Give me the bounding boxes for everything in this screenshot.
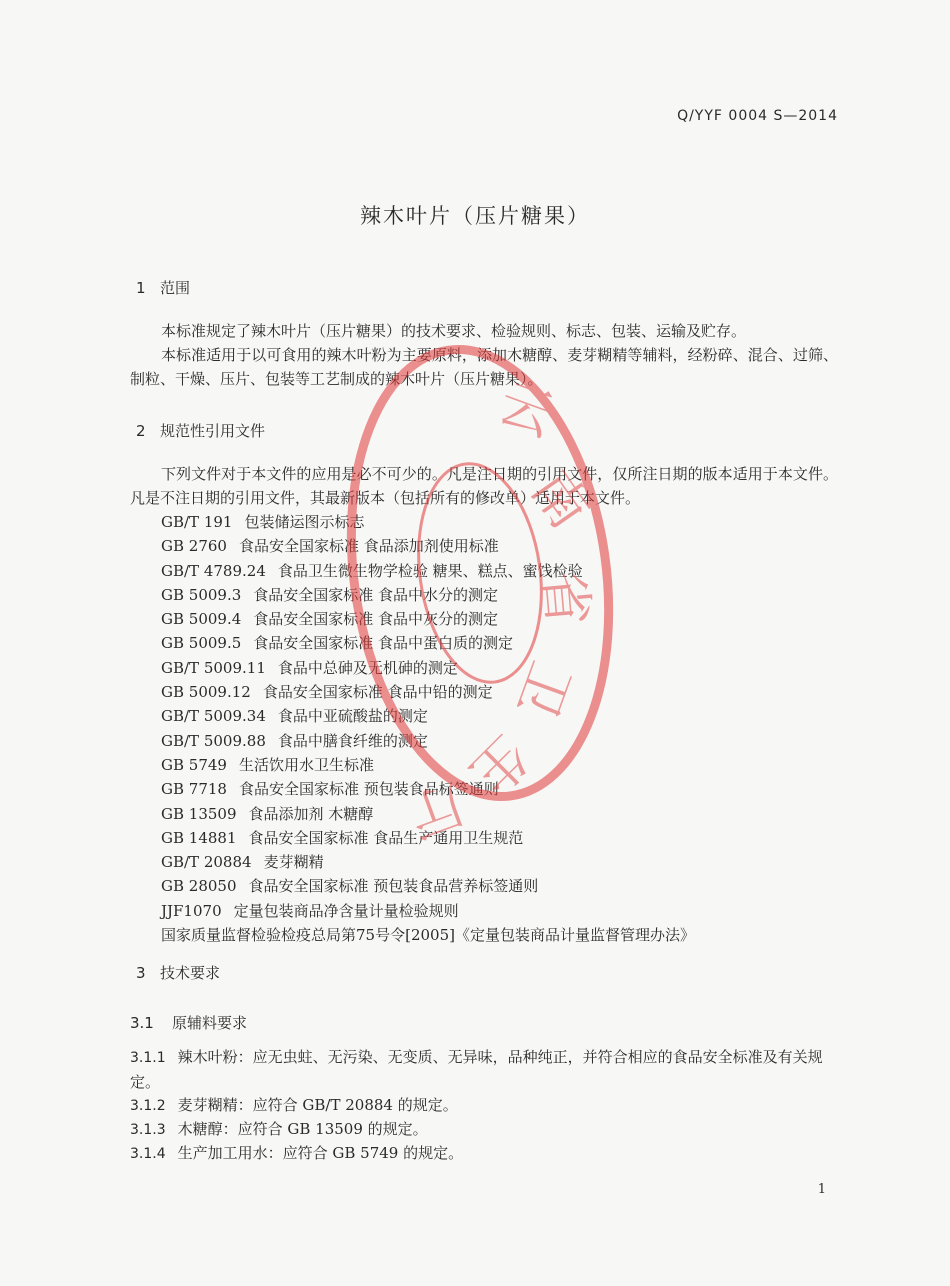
reference-name: 食品中亚硫酸盐的测定 <box>277 707 428 726</box>
reference-code: GB 2760 <box>161 537 227 556</box>
reference-name: 食品中总砷及无机砷的测定 <box>277 658 458 677</box>
reference-code: JJF1070 <box>161 901 222 920</box>
subsection-number: 3.1 <box>130 1014 154 1032</box>
subsection-title: 原辅料要求 <box>172 1014 248 1032</box>
clause-number: 3.1.3 <box>130 1122 166 1138</box>
subsection-3-1-heading <box>130 1012 247 1033</box>
standard-number: Q/YYF 0004 S—2014 <box>677 108 838 124</box>
reference-code: GB/T 5009.88 <box>161 731 266 750</box>
clause-text: 麦芽糊精：应符合 GB/T 20884 的规定。 <box>177 1096 458 1114</box>
reference-name: 食品安全国家标准 食品生产通用卫生规范 <box>248 828 524 847</box>
reference-code: GB/T 5009.34 <box>161 707 266 726</box>
reference-name: 食品中膳食纤维的测定 <box>277 731 428 750</box>
svg-text:厅: 厅 <box>399 770 473 849</box>
reference-name: 定量包装商品净含量计量检验规则 <box>233 901 459 920</box>
section-2-heading <box>136 420 265 441</box>
reference-name: 食品安全国家标准 预包装食品标签通则 <box>238 780 499 799</box>
reference-code: GB 5009.5 <box>161 634 242 653</box>
reference-code: GB 5009.12 <box>161 683 251 702</box>
reference-code: GB 7718 <box>161 780 227 799</box>
clause-number: 3.1.2 <box>130 1098 166 1114</box>
reference-name: 食品安全国家标准 食品中蛋白质的测定 <box>253 634 514 653</box>
clause-text: 木糖醇：应符合 GB 13509 的规定。 <box>177 1120 428 1138</box>
reference-name: 食品安全国家标准 食品中铅的测定 <box>262 683 493 702</box>
clause-3-1-2 <box>130 1093 838 1118</box>
reference-name: 生活饮用水卫生标准 <box>238 755 374 774</box>
section-1-paragraph-2: 本标准适用于以可食用的辣木叶粉为主要原料，添加木糖醇、麦芽糊精等辅料，经粉碎、混合、过筛、制粒、干燥、压片、包装等工艺制成的辣木叶片（压片糖果）。 <box>130 346 838 388</box>
section-title: 规范性引用文件 <box>160 422 266 440</box>
clause-text: 辣木叶粉：应无虫蛀、无污染、无变质、无异味，品种纯正，并符合相应的食品安全标准及有关规定。 <box>130 1048 823 1091</box>
reference-item <box>161 874 695 898</box>
svg-text:云: 云 <box>490 371 563 449</box>
section-1-paragraph-1: 本标准规定了辣木叶片（压片糖果）的技术要求、检验规则、标志、包装、运输及贮存。 <box>161 322 747 340</box>
page-number: 1 <box>817 1182 826 1197</box>
section-1-heading <box>136 277 190 298</box>
clause-3-1-1 <box>130 1045 838 1094</box>
clause-number: 3.1.1 <box>130 1050 166 1066</box>
reference-code: GB 14881 <box>161 828 237 847</box>
clause-number: 3.1.4 <box>130 1146 166 1162</box>
reference-name: 食品卫生微生物学检验 糖果、糕点、蜜饯检验 <box>277 561 583 580</box>
reference-code: GB/T 191 <box>161 513 233 531</box>
section-number: 1 <box>136 279 146 297</box>
section-title: 技术要求 <box>160 964 221 982</box>
reference-code: GB/T 20884 <box>161 853 252 872</box>
svg-text:生: 生 <box>457 723 541 807</box>
reference-code: GB/T 4789.24 <box>161 561 266 580</box>
svg-text:南: 南 <box>519 459 602 540</box>
reference-code: GB 28050 <box>161 877 237 896</box>
section-number: 3 <box>136 964 146 982</box>
reference-code: GB 13509 <box>161 804 237 823</box>
reference-item <box>161 923 695 947</box>
reference-name: 食品安全国家标准 食品中灰分的测定 <box>253 610 499 629</box>
reference-code: GB 5009.3 <box>161 585 242 604</box>
reference-item <box>161 899 695 923</box>
reference-code: GB/T 5009.11 <box>161 658 266 677</box>
reference-item <box>161 850 695 874</box>
reference-name: 国家质量监督检验检疫总局第75号令[2005]《定量包装商品计量监督管理办法》 <box>161 926 695 945</box>
reference-name: 食品添加剂 木糖醇 <box>248 804 374 823</box>
section-number: 2 <box>136 422 146 440</box>
reference-name: 食品安全国家标准 预包装食品营养标签通则 <box>248 877 539 896</box>
reference-code: GB 5009.4 <box>161 610 242 629</box>
reference-code: GB 5749 <box>161 755 227 774</box>
svg-text:省: 省 <box>532 568 600 628</box>
svg-text:卫: 卫 <box>504 653 582 726</box>
section-3-heading <box>136 962 220 983</box>
clause-text: 生产加工用水：应符合 GB 5749 的规定。 <box>177 1144 464 1162</box>
clause-3-1-3 <box>130 1117 838 1142</box>
clause-3-1-4 <box>130 1141 838 1166</box>
section-2-intro: 下列文件对于本文件的应用是必不可少的。凡是注日期的引用文件，仅所注日期的版本适用于本文件。凡是不注日期的引用文件，其最新版本（包括所有的修改单）适用于本文件。 <box>130 465 838 507</box>
reference-name: 包装储运图示标志 <box>244 513 365 531</box>
section-title: 范围 <box>160 279 191 297</box>
document-title: 辣木叶片（压片糖果） <box>360 204 590 228</box>
reference-name: 食品安全国家标准 食品中水分的测定 <box>253 585 499 604</box>
reference-name: 食品安全国家标准 食品添加剂使用标准 <box>238 537 499 556</box>
reference-name: 麦芽糊精 <box>263 853 324 872</box>
